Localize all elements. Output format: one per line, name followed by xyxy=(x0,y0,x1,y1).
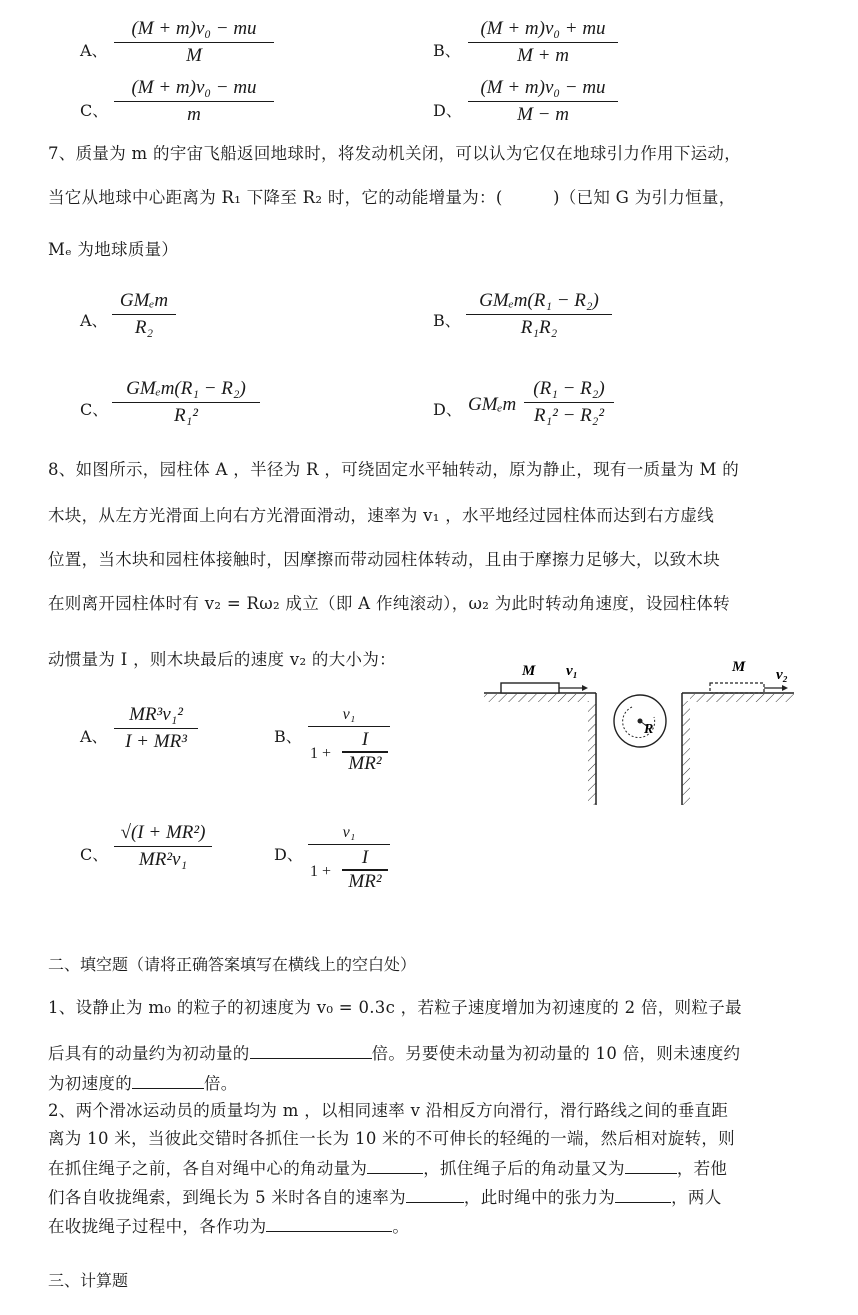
q7-b-denominator: R₁R₂ xyxy=(520,317,558,339)
q7-text-line-2: 当它从地球中心距离为 R₁ 下降至 R₂ 时，它的动能增量为：( )（已知 G 为引力恒量， xyxy=(48,188,736,207)
right-block-dashed xyxy=(710,683,764,693)
fig-label-v1: v₁ xyxy=(566,663,578,679)
q8-option-b-label: B、 xyxy=(274,727,302,746)
q8-a-denominator: I + MR³ xyxy=(125,731,187,753)
q6-option-c-label: C、 xyxy=(80,101,109,120)
q6-a-denominator: M xyxy=(186,45,202,67)
section2-title: 二、填空题（请将正确答案填写在横线上的空白处） xyxy=(48,955,417,974)
s2-q2-blank-5[interactable] xyxy=(266,1217,392,1232)
q6-a-numerator: (M + m)v₀ − mu xyxy=(131,18,257,39)
q7-c-numerator: GMₑm(R₁ − R₂) xyxy=(126,378,246,399)
s2-q2-line4-c: ，两人 xyxy=(671,1188,722,1207)
q6-option-d-fraction xyxy=(468,77,618,126)
s2-q1-line2-b: 倍。另要使未动量为初动量的 10 倍，则未速度约 xyxy=(371,1044,741,1063)
s2-q2-line4-a: 们各自收拢绳索，到绳长为 5 米时各自的速率为 xyxy=(48,1188,406,1207)
q6-option-a-fraction xyxy=(114,18,274,67)
s2-q2-line3-a: 在抓住绳子之前，各自对绳中心的角动量为 xyxy=(48,1159,368,1178)
section3-title: 三、计算题 xyxy=(48,1271,129,1290)
s2-q1-line-1: 1、设静止为 m₀ 的粒子的初速度为 v₀ = 0.3c ，若粒子速度增加为初速度的 2 倍，则粒子最 xyxy=(48,998,742,1017)
q7-option-b-fraction xyxy=(466,290,612,339)
s2-q2-line3-b: ，抓住绳子后的角动量又为 xyxy=(423,1159,625,1178)
q8-text-line-3: 位置，当木块和园柱体接触时，因摩擦而带动园柱体转动，且由于摩擦力足够大，以致木块 xyxy=(48,550,720,569)
fig-label-R: R xyxy=(644,722,654,737)
q8-option-a-label: A、 xyxy=(80,727,108,746)
q6-option-d-label: D、 xyxy=(433,101,462,120)
s2-q1-line3-a: 为初速度的 xyxy=(48,1074,132,1093)
q6-option-b-fraction xyxy=(468,18,618,67)
s2-q2-line-1: 2、两个滑冰运动员的质量均为 m ，以相同速率 v 沿相反方向滑行，滑行路线之间的垂直距 xyxy=(48,1101,729,1120)
q8-text-line-2: 木块，从左方光滑面上向右方光滑面滑动，速率为 v₁ ，水平地经过园柱体而达到右方虚线 xyxy=(48,506,715,525)
s2-q2-blank-2[interactable] xyxy=(625,1159,677,1174)
s2-q1-blank-1[interactable] xyxy=(250,1044,372,1059)
cylinder-A xyxy=(614,695,666,747)
q6-option-b-label: B、 xyxy=(433,41,461,60)
s2-q1-line-2 xyxy=(48,1040,740,1064)
q8-c-numerator: √(I + MR²) xyxy=(120,822,206,843)
s2-q2-blank-1[interactable] xyxy=(367,1159,423,1174)
q8-b-den-den: MR² xyxy=(348,752,382,774)
right-platform xyxy=(682,693,794,805)
q7-option-b-label: B、 xyxy=(433,311,461,330)
s2-q2-line-4 xyxy=(48,1184,722,1208)
q8-b-den-num: I xyxy=(361,729,369,751)
q6-option-c-fraction xyxy=(114,77,274,126)
q8-b-numerator: v₁ xyxy=(342,706,356,723)
q7-option-c-label: C、 xyxy=(80,400,109,419)
s2-q2-line3-c: ，若他 xyxy=(676,1159,728,1178)
q7-option-c-fraction xyxy=(112,378,260,427)
q6-d-denominator: M − m xyxy=(517,104,569,126)
s2-q1-blank-2[interactable] xyxy=(132,1074,204,1089)
q8-figure xyxy=(476,655,826,815)
q7-d-denominator: R₁² − R₂² xyxy=(533,405,605,427)
q8-d-den-den: MR² xyxy=(348,870,382,892)
q6-option-a-label: A、 xyxy=(80,41,108,60)
s2-q2-blank-4[interactable] xyxy=(615,1188,671,1203)
s2-q1-line3-b: 倍。 xyxy=(204,1074,238,1093)
q8-d-numerator: v₁ xyxy=(342,824,356,841)
q7-b-numerator: GMₑm(R₁ − R₂) xyxy=(479,290,599,311)
q8-option-c-label: C、 xyxy=(80,845,109,864)
s2-q2-line-2: 离为 10 米，当彼此交错时各抓住一长为 10 米的不可伸长的轻绳的一端，然后相对旋转，则 xyxy=(48,1129,735,1148)
q8-option-a-fraction xyxy=(114,704,198,753)
q6-d-numerator: (M + m)v₀ − mu xyxy=(480,77,606,98)
s2-q2-line5-a: 在收拢绳子过程中，各作功为 xyxy=(48,1217,267,1236)
q7-text-line-1: 7、质量为 m 的宇宙飞船返回地球时，将发动机关闭，可以认为它仅在地球引力作用下运动， xyxy=(48,144,742,163)
s2-q2-blank-3[interactable] xyxy=(406,1188,464,1203)
q8-c-denominator: MR²v₁ xyxy=(138,849,188,871)
s2-q2-line5-b: 。 xyxy=(392,1217,410,1236)
s2-q2-line-3 xyxy=(48,1155,727,1179)
q8-d-den-num: I xyxy=(361,847,369,869)
q7-c-denominator: R₁² xyxy=(174,405,198,427)
q7-option-a-label: A、 xyxy=(80,311,108,330)
q7-option-a-fraction xyxy=(112,290,176,339)
q7-a-denominator: R₂ xyxy=(134,317,154,339)
q8-text-line-5: 动惯量为 I ，则木块最后的速度 v₂ 的大小为： xyxy=(48,650,396,669)
q6-b-denominator: M + m xyxy=(517,45,569,67)
q8-text-line-4: 在则离开园柱体时有 v₂ = Rω₂ 成立（即 A 作纯滚动），ω₂ 为此时转动角速度，设园柱体转 xyxy=(48,594,730,613)
q8-b-den-prefix: 1 + xyxy=(310,745,332,763)
q7-option-d-label: D、 xyxy=(433,400,462,419)
left-platform xyxy=(484,693,596,805)
s2-q2-line-5 xyxy=(48,1213,409,1237)
q6-b-numerator: (M + m)v₀ + mu xyxy=(480,18,606,39)
s2-q1-line-3 xyxy=(48,1070,238,1094)
q8-option-d-fraction xyxy=(308,824,390,901)
q8-option-d-label: D、 xyxy=(274,845,303,864)
s2-q2-line4-b: ，此时绳中的张力为 xyxy=(463,1188,616,1207)
q7-option-d-fraction xyxy=(524,378,614,427)
left-block xyxy=(501,683,559,693)
q7-a-numerator: GMₑm xyxy=(119,290,169,311)
q8-option-c-fraction xyxy=(114,822,212,871)
q7-d-numerator: (R₁ − R₂) xyxy=(533,378,605,399)
q6-c-numerator: (M + m)v₀ − mu xyxy=(131,77,257,98)
s2-q1-line2-a: 后具有的动量约为初动量的 xyxy=(48,1044,250,1063)
q8-option-b-fraction xyxy=(308,706,390,783)
q8-a-numerator: MR³v₁² xyxy=(129,704,183,725)
q7-d-prefix: GMₑm xyxy=(468,394,517,415)
fig-label-v2: v₂ xyxy=(776,667,788,683)
q8-d-den-prefix: 1 + xyxy=(310,863,332,881)
fig-label-M-right: M xyxy=(732,659,746,675)
q7-text-line-3: Mₑ 为地球质量） xyxy=(48,240,179,259)
q6-c-denominator: m xyxy=(187,104,201,126)
q8-text-line-1: 8、如图所示，园柱体 A ，半径为 R ，可绕固定水平轴转动，原为静止，现有一质量为 M 的 xyxy=(48,460,740,479)
fig-label-M-left: M xyxy=(522,663,536,679)
